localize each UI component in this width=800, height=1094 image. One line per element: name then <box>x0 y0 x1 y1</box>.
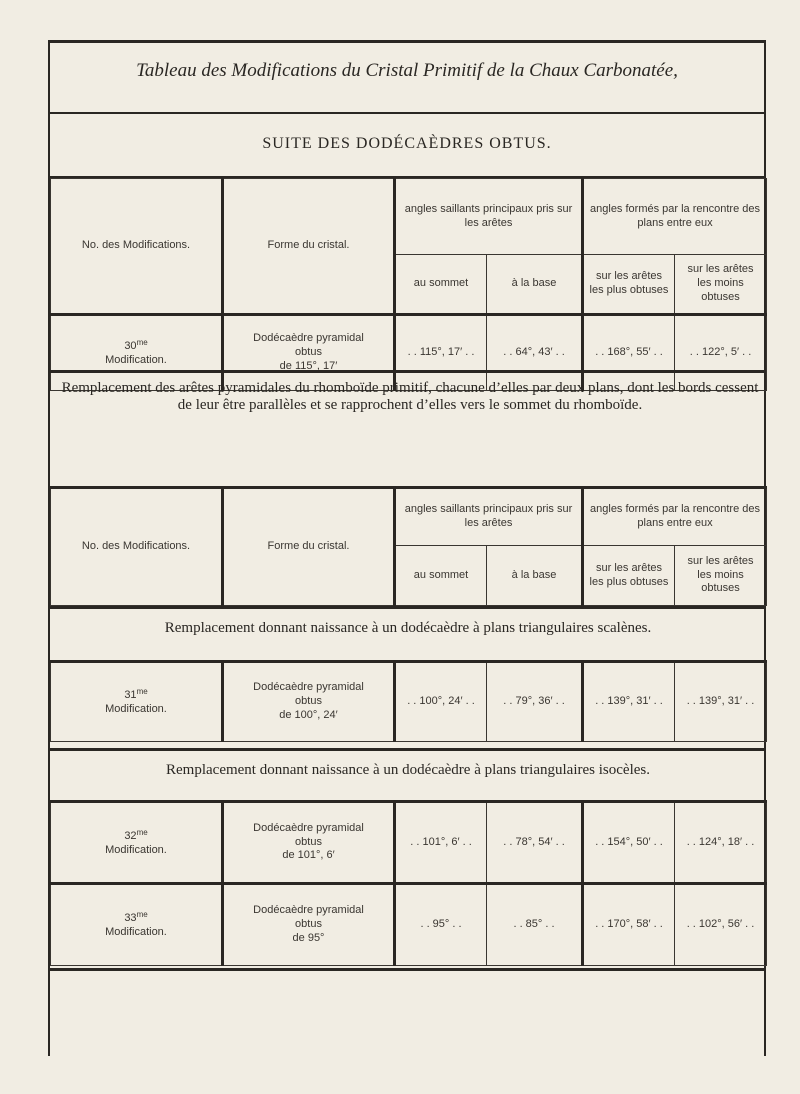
row-sommet: . . 115°, 17′ . . <box>395 315 487 391</box>
header-angles-formes: angles formés par la rencontre des plans entre eux <box>583 179 767 255</box>
page-subtitle: SUITE DES DODÉCAÈDRES OBTUS. <box>262 135 552 152</box>
header-sommet: au sommet <box>395 546 487 606</box>
row-forme: Dodécaèdre pyramidal obtus de 100°, 24′ <box>223 662 395 742</box>
description-remplacement: Remplacement des arêtes pyramidales du rhomboïde primitif, chacune d’elles par deux plans, dont les bords cessent de leur être parallèles et se rapprochent d’elles vers le sommet du rhomboïde. <box>61 380 759 413</box>
row-sommet: . . 100°, 24′ . . <box>395 662 487 742</box>
header-base: à la base <box>487 546 583 606</box>
row-forme: Dodécaèdre pyramidal obtus de 95° <box>223 884 395 966</box>
table-row <box>51 884 767 966</box>
row-sommet: . . 95° . . <box>395 884 487 966</box>
row-number: $30^{me}$ Modification. <box>51 315 223 391</box>
row-moins: . . 122°, 5′ . . <box>675 315 767 391</box>
section-title-isoceles: Remplacement donnant naissance à un dodécaèdre à plans triangulaires isocèles. <box>166 762 650 778</box>
header-base: à la base <box>487 255 583 315</box>
table-row <box>51 662 767 742</box>
row-table-31 <box>50 660 767 742</box>
header-angles-saillants: angles saillants principaux pris sur les arêtes <box>395 179 583 255</box>
header-table-1 <box>50 178 767 391</box>
row-moins: . . 102°, 56′ . . <box>675 884 767 966</box>
row-moins: . . 124°, 18′ . . <box>675 802 767 884</box>
page-title: Tableau des Modifications du Cristal Primitif de la Chaux Carbonatée, <box>136 60 678 81</box>
header-plus-obtuses: sur les arêtes les plus obtuses <box>583 546 675 606</box>
row-number: $32^{me}$ Modification. <box>51 802 223 884</box>
header-angles-saillants: angles saillants principaux pris sur les arêtes <box>395 488 583 546</box>
header-no: No. des Modifications. <box>51 488 223 606</box>
row-plus: . . 168°, 55′ . . <box>583 315 675 391</box>
header-moins-obtuses: sur les arêtes les moins obtuses <box>675 255 767 315</box>
header-moins-obtuses: sur les arêtes les moins obtuses <box>675 546 767 606</box>
row-forme: Dodécaèdre pyramidal obtus de 101°, 6′ <box>223 802 395 884</box>
header-sommet: au sommet <box>395 255 487 315</box>
header-forme: Forme du cristal. <box>223 179 395 315</box>
section-rule <box>48 370 766 373</box>
section-rule <box>48 748 766 751</box>
row-table-32-33 <box>50 800 767 966</box>
row-plus: . . 170°, 58′ . . <box>583 884 675 966</box>
table-row <box>51 802 767 884</box>
header-table-2 <box>50 486 767 606</box>
section-rule <box>48 606 766 609</box>
row-number: $33^{me}$ Modification. <box>51 884 223 966</box>
row-plus: . . 139°, 31′ . . <box>583 662 675 742</box>
title-rule <box>48 112 766 114</box>
row-sommet: . . 101°, 6′ . . <box>395 802 487 884</box>
row-base: . . 64°, 43′ . . <box>487 315 583 391</box>
section-title-scalenes: Remplacement donnant naissance à un dodécaèdre à plans triangulaires scalènes. <box>164 620 652 636</box>
row-plus: . . 154°, 50′ . . <box>583 802 675 884</box>
row-moins: . . 139°, 31′ . . <box>675 662 767 742</box>
bottom-rule <box>48 968 766 971</box>
header-angles-formes: angles formés par la rencontre des plans entre eux <box>583 488 767 546</box>
row-base: . . 79°, 36′ . . <box>487 662 583 742</box>
header-plus-obtuses: sur les arêtes les plus obtuses <box>583 255 675 315</box>
row-forme: Dodécaèdre pyramidal obtus de 115°, 17′ <box>223 315 395 391</box>
row-base: . . 78°, 54′ . . <box>487 802 583 884</box>
header-forme: Forme du cristal. <box>223 488 395 606</box>
row-base: . . 85° . . <box>487 884 583 966</box>
row-number: $31^{me}$ Modification. <box>51 662 223 742</box>
header-no: No. des Modifications. <box>51 179 223 315</box>
